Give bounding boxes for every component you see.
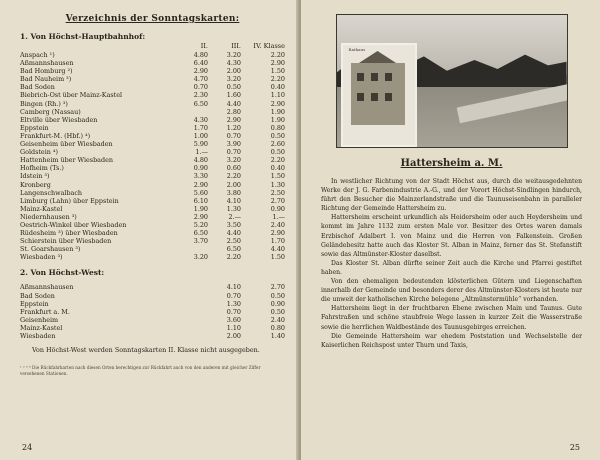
right-page xyxy=(301,0,600,460)
page-number-right: 25 xyxy=(569,443,580,452)
fare-row xyxy=(20,332,285,340)
station-name: Bingen (Rh.) ³) xyxy=(20,99,68,108)
fare-class-4: 2.70 xyxy=(270,283,285,292)
fare-class-3: 2.20 xyxy=(226,172,241,181)
fare-class-3: 0.70 xyxy=(226,131,241,140)
fare-class-2: 2.90 xyxy=(193,212,208,221)
station-name: Geisenheim xyxy=(20,315,59,324)
class-header-row xyxy=(20,42,285,51)
fare-class-2 xyxy=(175,283,208,291)
fare-class-3: 3.90 xyxy=(226,140,241,149)
fare-class-3: 1.20 xyxy=(226,123,241,132)
fare-row xyxy=(20,140,285,148)
fare-row xyxy=(20,300,285,308)
station-name: St. Goarshausen ³) xyxy=(20,245,81,254)
station-name: Geisenheim über Wiesbaden xyxy=(20,140,113,149)
fare-class-3: 2.00 xyxy=(226,180,241,189)
fare-class-3: 1.60 xyxy=(226,91,241,100)
fare-class-3: 4.10 xyxy=(226,283,241,292)
fare-class-3: 2.90 xyxy=(226,115,241,124)
station-name: Oestrich-Winkel über Wiesbaden xyxy=(20,220,127,229)
fare-row xyxy=(20,100,285,108)
fare-class-4: 1.— xyxy=(272,212,285,221)
fare-class-2 xyxy=(175,300,208,308)
fare-class-3: 2.80 xyxy=(226,107,241,116)
fare-class-3: 4.40 xyxy=(226,229,241,238)
page-number-left: 24 xyxy=(22,443,33,452)
fare-row xyxy=(20,148,285,156)
fare-row xyxy=(20,197,285,205)
station-name: Hofheim (Ts.) xyxy=(20,164,64,173)
fare-class-2: 2.90 xyxy=(193,67,208,76)
ink-stamp xyxy=(490,17,561,43)
fare-class-2 xyxy=(175,324,208,332)
fare-class-2: 6.50 xyxy=(193,99,208,108)
fare-class-2 xyxy=(175,332,208,340)
fare-class-4: 2.40 xyxy=(270,220,285,229)
fare-class-4: 0.50 xyxy=(270,131,285,140)
fare-class-2 xyxy=(175,308,208,316)
station-name: Bad Nauheim ³) xyxy=(20,75,72,84)
fare-class-3: 3.60 xyxy=(226,315,241,324)
fare-row xyxy=(20,181,285,189)
fare-row xyxy=(20,229,285,237)
fare-class-3: 2.50 xyxy=(226,237,241,246)
fare-class-3: 3.80 xyxy=(226,188,241,197)
fare-class-4: 1.40 xyxy=(270,332,285,340)
fare-class-4: 0.50 xyxy=(270,307,285,316)
fare-row xyxy=(20,283,285,291)
article-paragraph: Das Kloster St. Alban dürfte seiner Zeit auch die Kirche und Pfarrei gestiftet haben. xyxy=(321,259,582,276)
fare-row xyxy=(20,213,285,221)
fare-class-2: 4.80 xyxy=(193,156,208,165)
station-name: Biebrich-Ost über Mainz-Kastel xyxy=(20,91,123,100)
article-paragraph: Hattersheim liegt in der fruchtbaren Ebene zwischen Main und Taunus. Gute Fahrstraßen und schöne staubfreie Wege lassen in kurzer Zeit die Wasserstraße sowie die herrlichen Waldbestände des Taunusgebirges erreichen. xyxy=(321,305,582,331)
article-body xyxy=(321,177,582,350)
fare-class-3: 3.20 xyxy=(226,156,241,165)
fare-class-2: 4.70 xyxy=(193,75,208,84)
article-title: Hattersheim a. M. xyxy=(400,158,503,169)
fare-class-4: 1.50 xyxy=(270,253,285,262)
fare-class-3: 0.70 xyxy=(226,307,241,316)
fare-row xyxy=(20,59,285,67)
fare-class-3: 4.10 xyxy=(226,196,241,205)
fare-row xyxy=(20,237,285,245)
fare-class-3: 2.20 xyxy=(226,253,241,262)
fare-class-4: 1.30 xyxy=(270,180,285,189)
page-heading: Verzeichnis der Sonntagskarten: xyxy=(65,14,240,24)
fare-class-4: 0.40 xyxy=(270,83,285,92)
class-header-3: III. xyxy=(231,42,241,50)
fare-class-2: 5.20 xyxy=(193,220,208,229)
fare-class-2 xyxy=(175,245,208,253)
fare-class-4: 0.50 xyxy=(270,148,285,157)
fare-class-3: 2.00 xyxy=(226,67,241,76)
station-name: Idstein ³) xyxy=(20,172,50,181)
fare-class-2: 1.90 xyxy=(193,204,208,213)
article-paragraph: Die Gemeinde Hattersheim war ehedem Poststation und Wechselstelle der Kaiserlichen Reichspost unter Thurn und Taxis, xyxy=(321,332,582,349)
fare-class-4: 1.70 xyxy=(270,237,285,246)
station-name: Eppstein xyxy=(20,299,49,308)
fare-class-3: 4.30 xyxy=(226,59,241,68)
article-paragraph: Hattersheim erscheint urkundlich als Heidersheim oder auch Heydersheim und kommt im Jahre 1132 zum ersten Male vor. Besitzer des Ortes waren damals Erzbischof Adalbert I. von Mainz und die Herren von Falkenstein. Großen Geländebesitz hatte auch das Kloster St. Alban in Mainz, ferner das St. Stefanstift sowie das Altmünster-Kloster daselbst. xyxy=(321,214,582,258)
fare-row xyxy=(20,75,285,83)
station-name: Limburg (Lahn) über Eppstein xyxy=(20,196,119,205)
class-header-4: IV. Klasse xyxy=(253,42,285,50)
fare-class-3: 2.00 xyxy=(226,332,241,340)
fare-table-west xyxy=(20,283,285,340)
fare-class-4: 2.20 xyxy=(270,51,285,59)
fare-class-4: 0.90 xyxy=(270,299,285,308)
station-name: Rüdesheim ³) über Wiesbaden xyxy=(20,229,118,238)
fare-row xyxy=(20,292,285,300)
fare-class-3: 2.— xyxy=(228,212,241,221)
fare-class-2 xyxy=(175,292,208,300)
fare-class-4: 1.90 xyxy=(270,115,285,124)
fare-class-2: 3.20 xyxy=(193,253,208,262)
station-name: Niedernhausen ³) xyxy=(20,212,77,221)
station-name: Hattenheim über Wiesbaden xyxy=(20,156,113,165)
station-name: Wiesbaden ³) xyxy=(20,253,63,262)
fare-class-4: 2.50 xyxy=(270,188,285,197)
fare-class-2: 5.60 xyxy=(193,188,208,197)
fare-row xyxy=(20,221,285,229)
station-name: Frankfurt a. M. xyxy=(20,307,70,316)
fare-class-4: 2.20 xyxy=(270,75,285,84)
fare-row xyxy=(20,67,285,75)
station-name: Camberg (Nassau) xyxy=(20,107,81,116)
station-name: Schierstein über Wiesbaden xyxy=(20,237,112,246)
fare-row xyxy=(20,124,285,132)
station-name: Langenschwalbach xyxy=(20,188,83,197)
hattersheim-photo xyxy=(336,14,568,148)
fare-row xyxy=(20,51,285,59)
fare-row xyxy=(20,108,285,116)
station-name: Anspach ¹) xyxy=(20,51,55,59)
fare-class-2: 2.30 xyxy=(193,91,208,100)
fare-row xyxy=(20,308,285,316)
fare-row xyxy=(20,91,285,99)
fare-class-2: 4.30 xyxy=(193,115,208,124)
fare-class-2: 0.90 xyxy=(193,164,208,173)
station-name: Mainz-Kastel xyxy=(20,323,63,332)
section-heading-hauptbahnhof: 1. Von Höchst-Hauptbahnhof: xyxy=(20,32,146,41)
fare-class-2: 0.70 xyxy=(193,83,208,92)
fare-class-2: 3.30 xyxy=(193,172,208,181)
station-name: Bad Soden xyxy=(20,291,55,300)
fare-class-4: 0.40 xyxy=(270,164,285,173)
station-name: Bad Soden xyxy=(20,83,55,92)
fare-class-4: 0.90 xyxy=(270,204,285,213)
fare-row xyxy=(20,172,285,180)
fare-class-3: 0.70 xyxy=(226,291,241,300)
section-heading-west: 2. Von Höchst-West: xyxy=(20,268,105,278)
station-name: Goldstein ⁴) xyxy=(20,148,58,157)
station-name: Aßmannshausen xyxy=(20,283,74,292)
fare-row xyxy=(20,324,285,332)
fare-class-3: 3.20 xyxy=(226,75,241,84)
fare-class-4: 1.90 xyxy=(270,107,285,116)
fare-row xyxy=(20,205,285,213)
fare-class-4: 2.40 xyxy=(270,315,285,324)
fare-row xyxy=(20,316,285,324)
fare-class-4: 2.20 xyxy=(270,156,285,165)
fare-class-4: 0.50 xyxy=(270,291,285,300)
fare-class-2: 5.90 xyxy=(193,140,208,149)
fare-class-2: 4.80 xyxy=(193,51,208,59)
fare-class-4: 0.80 xyxy=(270,323,285,332)
inset-label: Rathaus xyxy=(348,47,366,52)
fare-class-4: 2.90 xyxy=(270,229,285,238)
fare-class-4: 1.10 xyxy=(270,91,285,100)
fare-class-3: 1.30 xyxy=(226,299,241,308)
fare-class-3: 1.10 xyxy=(226,323,241,332)
fare-row xyxy=(20,132,285,140)
fare-class-2 xyxy=(175,316,208,324)
station-name: Wiesbaden xyxy=(20,332,56,340)
fare-class-2: 3.70 xyxy=(193,237,208,246)
fare-class-2 xyxy=(175,108,208,116)
fare-class-2: 2.90 xyxy=(193,180,208,189)
station-name: Kronberg xyxy=(20,180,51,189)
station-name: Eltville über Wiesbaden xyxy=(20,115,98,124)
fare-class-3: 3.20 xyxy=(226,51,241,59)
house-facade xyxy=(351,63,405,125)
fare-class-3: 1.30 xyxy=(226,204,241,213)
fare-class-4: 4.40 xyxy=(270,245,285,254)
fare-row xyxy=(20,116,285,124)
fare-class-2: 1.70 xyxy=(193,123,208,132)
fare-class-2: 6.10 xyxy=(193,196,208,205)
fare-row xyxy=(20,245,285,253)
station-name: Aßmannshausen xyxy=(20,59,74,68)
fare-class-2: 1.00 xyxy=(193,131,208,140)
fare-class-3: 6.50 xyxy=(226,245,241,254)
fare-class-3: 0.50 xyxy=(226,83,241,92)
fare-class-2: 6.50 xyxy=(193,229,208,238)
fare-class-3: 4.40 xyxy=(226,99,241,108)
fare-class-3: 0.60 xyxy=(226,164,241,173)
fare-row xyxy=(20,189,285,197)
note-text: Von Höchst-West werden Sonntagskarten II. Klasse nicht ausgegeben. xyxy=(32,346,260,355)
class-header-2: II. xyxy=(200,42,208,50)
fare-class-4: 2.90 xyxy=(270,99,285,108)
fare-class-4: 2.90 xyxy=(270,59,285,68)
station-name: Bad Homburg ²) xyxy=(20,67,73,76)
station-name: Mainz-Kastel xyxy=(20,204,63,213)
left-page xyxy=(0,0,299,460)
footnote-text: ¹ ² ³ ⁴ Die Rückfahrkarten nach diesen Orten berechtigen zur Rückfahrt auch von den anderen mit gleicher Ziffer versehenen Stationen. xyxy=(20,365,261,376)
fare-class-2: 1.— xyxy=(195,148,208,157)
fare-class-4: 2.60 xyxy=(270,140,285,149)
fare-class-4: 2.70 xyxy=(270,196,285,205)
station-name: Eppstein xyxy=(20,123,49,132)
fare-class-4: 1.50 xyxy=(270,67,285,76)
article-paragraph: In westlicher Richtung von der Stadt Höchst aus, durch die weitausgedehnten Werke der J. G. Farbenindustrie A.-G., und der Vorort Höchst-Sindlingen hindurch, führt den Besucher die Mainzerlandstraße und die Taunuseisenbahn in paralleler Richtung der Gemeinde Hattersheim zu. xyxy=(321,178,582,213)
fare-class-2: 6.40 xyxy=(193,59,208,68)
station-name: Frankfurt-M. (Hbf.) ⁴) xyxy=(20,131,91,140)
fare-class-4: 0.80 xyxy=(270,123,285,132)
fare-class-3: 0.70 xyxy=(226,148,241,157)
fare-row xyxy=(20,83,285,91)
fare-row xyxy=(20,156,285,164)
article-paragraph: Von den ehemaligen bedeutenden klösterlichen Gütern und Liegenschaften innerhalb der Gemeinde und besonders derer des Altmünster-Klosters ist heute nur die unweit der katholischen Kirche belegene „Altmünstermühle“ vorhanden. xyxy=(321,278,582,304)
rathaus-inset-photo xyxy=(341,43,417,147)
fare-row xyxy=(20,164,285,172)
fare-row xyxy=(20,253,285,261)
fare-class-3: 3.50 xyxy=(226,220,241,229)
fare-class-4: 1.50 xyxy=(270,172,285,181)
fare-table-hauptbahnhof xyxy=(20,51,285,261)
